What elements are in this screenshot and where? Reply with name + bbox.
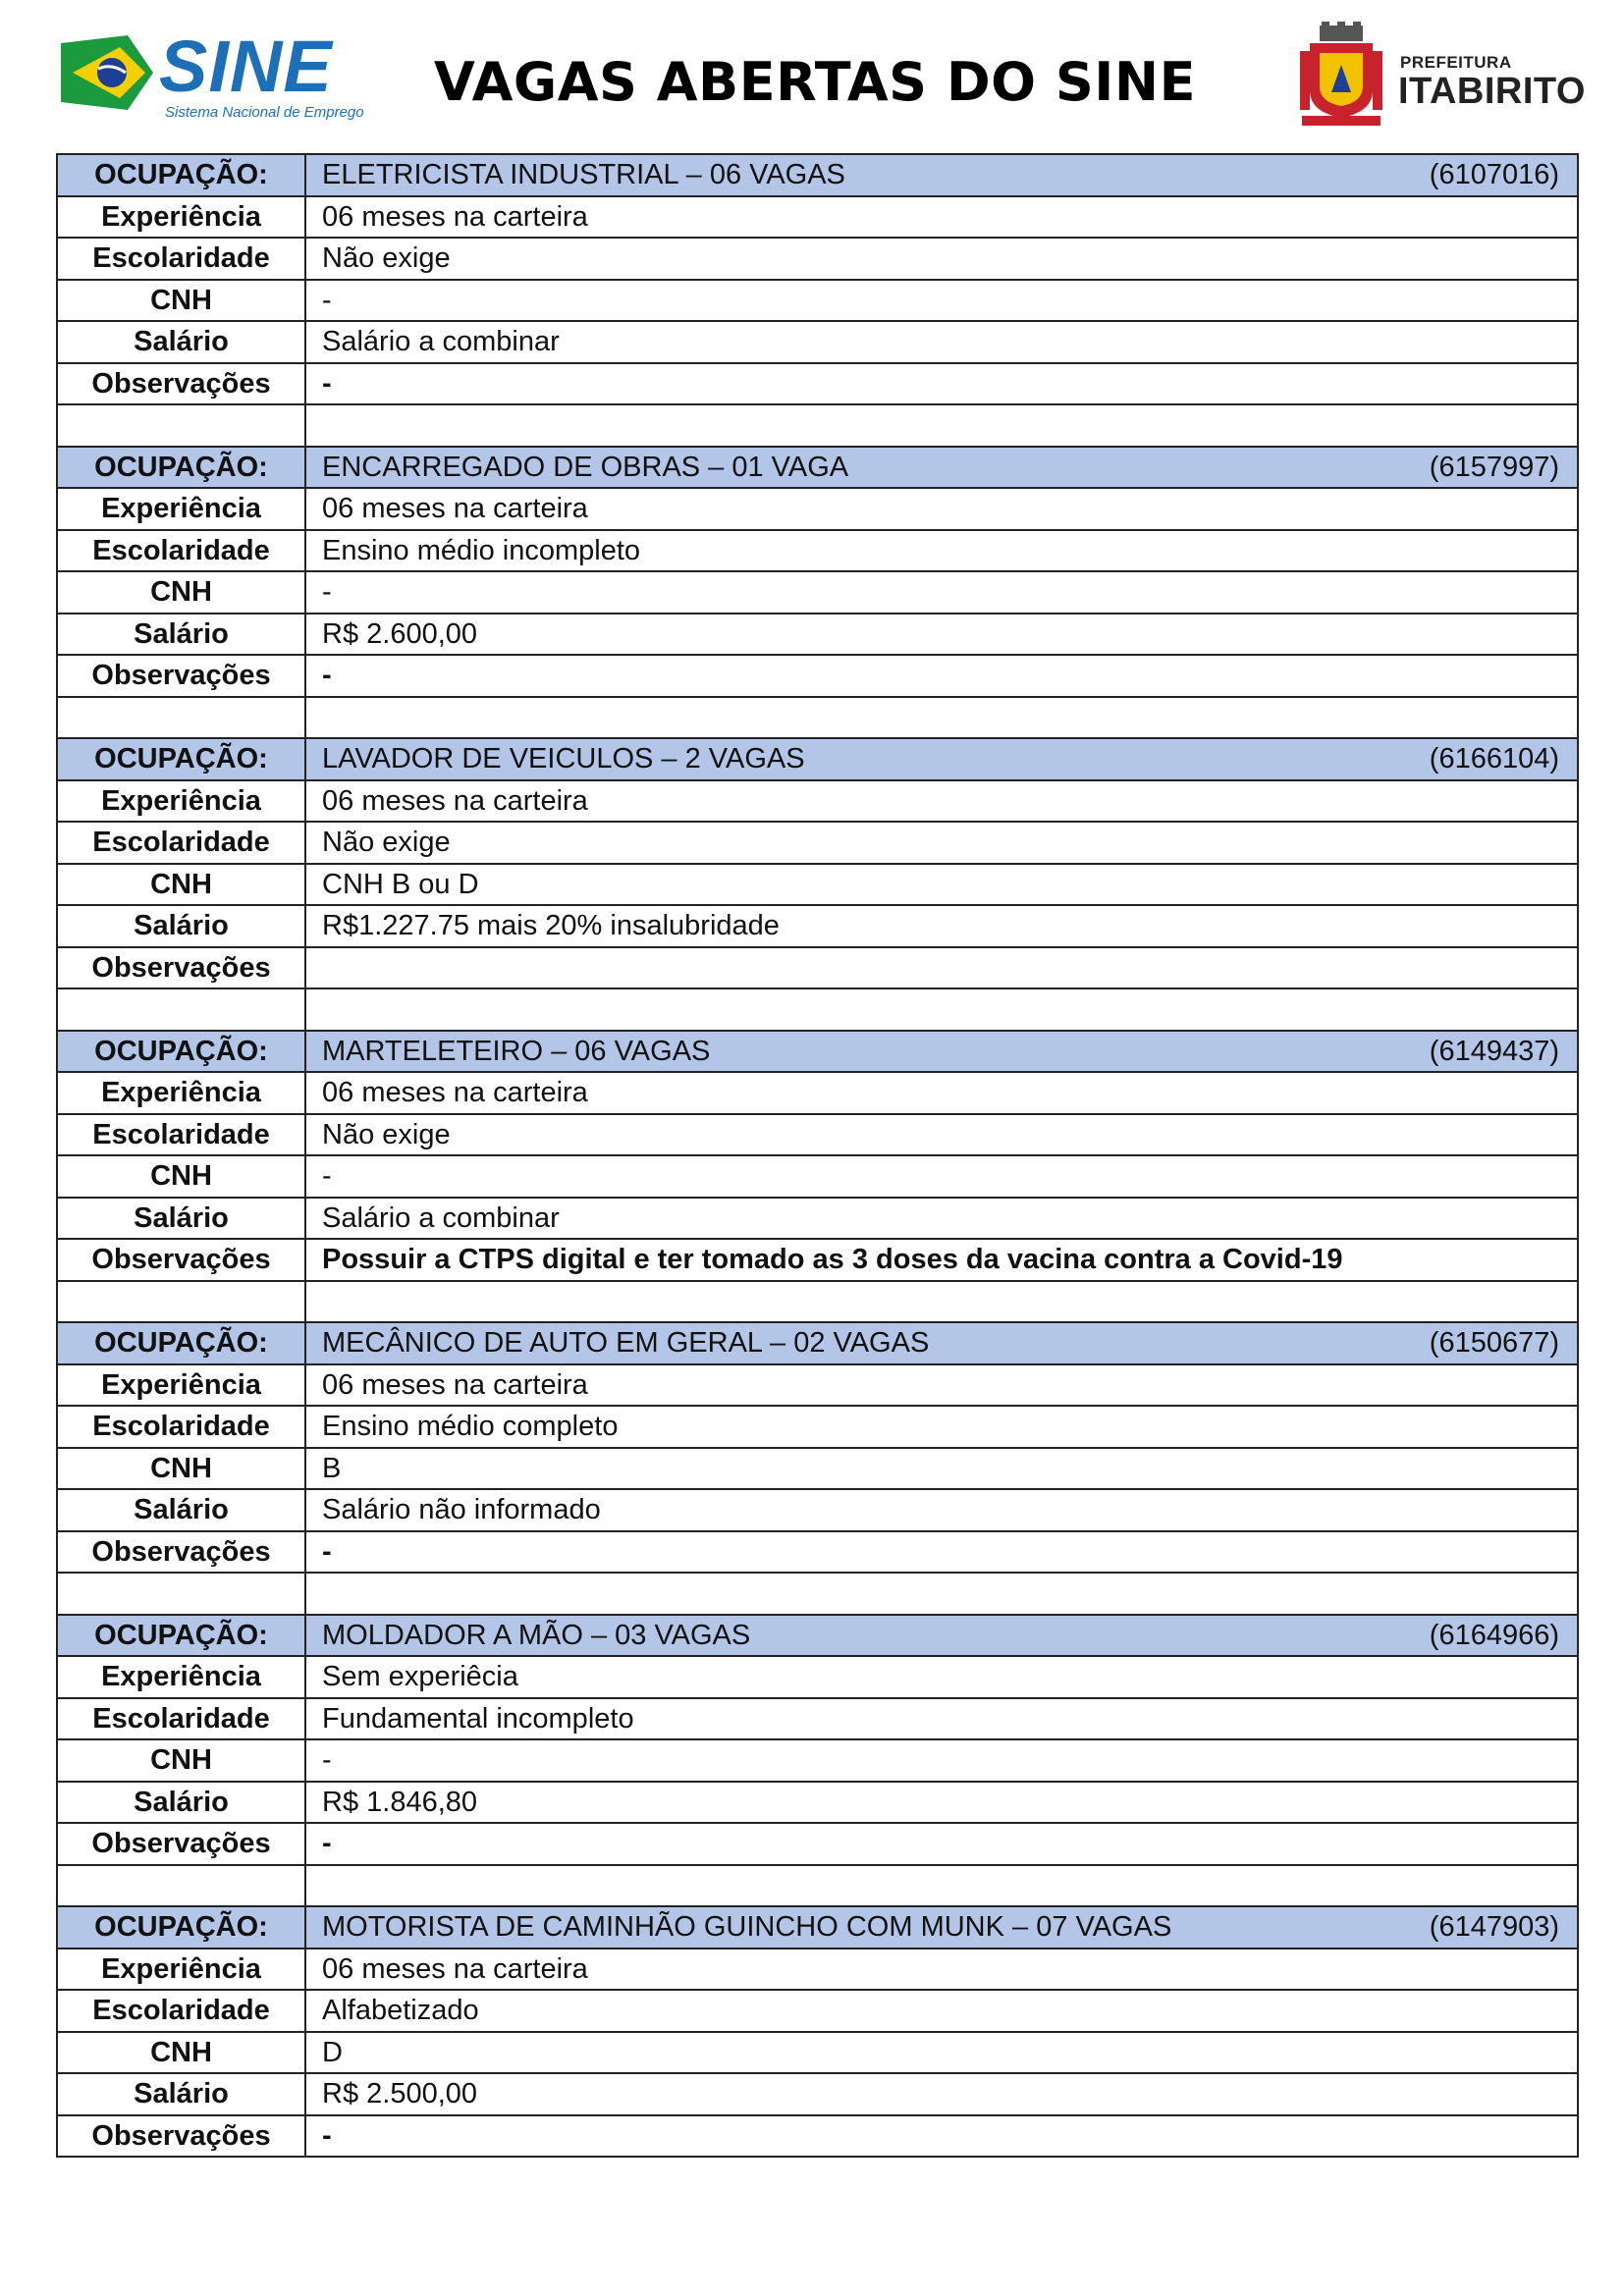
job-notes-row (57, 1239, 1578, 1281)
job-education-value: Ensino médio completo (305, 1406, 1578, 1448)
job-experience-row (57, 1364, 1578, 1407)
sine-logo (59, 26, 364, 126)
job-title: LAVADOR DE VEICULOS – 2 VAGAS (322, 743, 805, 775)
job-notes-value: - (305, 655, 1578, 697)
job-salary-row (57, 1782, 1578, 1824)
job-salary-value: Salário a combinar (305, 321, 1578, 363)
occupation-label: OCUPAÇÃO: (57, 738, 305, 780)
job-occupation-row (57, 1031, 1578, 1073)
occupation-label: OCUPAÇÃO: (57, 1031, 305, 1073)
job-experience-label: Experiência (57, 1072, 305, 1114)
job-cnh-value: - (305, 571, 1578, 614)
job-salary-label: Salário (57, 2073, 305, 2115)
spacer-cell (57, 404, 305, 447)
job-notes-label: Observações (57, 655, 305, 697)
spacer-cell (57, 697, 305, 739)
job-notes-value: - (305, 363, 1578, 405)
spacer-cell (305, 1281, 1578, 1323)
job-education-row (57, 1114, 1578, 1156)
job-experience-row (57, 1949, 1578, 1991)
prefeitura-city: ITABIRITO (1398, 71, 1586, 112)
job-notes-label: Observações (57, 1823, 305, 1865)
job-title: MECÂNICO DE AUTO EM GERAL – 02 VAGAS (322, 1327, 930, 1360)
job-experience-value: Sem experiêcia (305, 1656, 1578, 1698)
occupation-label: OCUPAÇÃO: (57, 1906, 305, 1949)
job-notes-label: Observações (57, 363, 305, 405)
job-experience-value: 06 meses na carteira (305, 1072, 1578, 1114)
job-education-label: Escolaridade (57, 822, 305, 864)
job-code: (6147903) (1429, 1911, 1559, 1944)
job-notes-label: Observações (57, 1239, 305, 1281)
job-openings-body (57, 154, 1578, 2157)
spacer-row (57, 1281, 1578, 1323)
job-code: (6164966) (1429, 1619, 1559, 1651)
job-education-value: Ensino médio incompleto (305, 530, 1578, 572)
job-code: (6107016) (1429, 159, 1559, 191)
job-notes-label: Observações (57, 1531, 305, 1574)
job-education-label: Escolaridade (57, 1406, 305, 1448)
job-notes-row (57, 2115, 1578, 2158)
job-experience-label: Experiência (57, 1949, 305, 1991)
job-cnh-label: CNH (57, 1448, 305, 1490)
spacer-cell (305, 1865, 1578, 1907)
job-education-label: Escolaridade (57, 238, 305, 280)
job-experience-row (57, 488, 1578, 530)
job-salary-value: R$1.227.75 mais 20% insalubridade (305, 905, 1578, 947)
job-notes-row (57, 1531, 1578, 1574)
job-education-row (57, 1698, 1578, 1740)
job-salary-label: Salário (57, 614, 305, 656)
page-title: VAGAS ABERTAS DO SINE (434, 51, 1196, 113)
job-salary-label: Salário (57, 905, 305, 947)
job-experience-value: 06 meses na carteira (305, 488, 1578, 530)
job-notes-row (57, 363, 1578, 405)
occupation-label: OCUPAÇÃO: (57, 154, 305, 196)
spacer-cell (305, 404, 1578, 447)
job-title: ELETRICISTA INDUSTRIAL – 06 VAGAS (322, 159, 845, 191)
job-experience-label: Experiência (57, 488, 305, 530)
occupation-cell (305, 154, 1578, 196)
job-education-value: Não exige (305, 1114, 1578, 1156)
job-experience-label: Experiência (57, 780, 305, 823)
job-title: MOLDADOR A MÃO – 03 VAGAS (322, 1619, 751, 1651)
occupation-cell (305, 1906, 1578, 1949)
job-education-row (57, 238, 1578, 280)
job-notes-row (57, 655, 1578, 697)
job-education-row (57, 822, 1578, 864)
page-header (0, 0, 1624, 147)
job-salary-row (57, 905, 1578, 947)
job-experience-value: 06 meses na carteira (305, 1364, 1578, 1407)
job-experience-label: Experiência (57, 196, 305, 239)
job-cnh-row (57, 1448, 1578, 1490)
sine-logo-subtitle: Sistema Nacional de Emprego (165, 104, 364, 121)
job-salary-label: Salário (57, 1782, 305, 1824)
job-notes-label: Observações (57, 2115, 305, 2158)
spacer-cell (57, 1865, 305, 1907)
job-openings-table (56, 153, 1579, 2158)
job-notes-label: Observações (57, 947, 305, 989)
job-salary-label: Salário (57, 1198, 305, 1240)
spacer-row (57, 1865, 1578, 1907)
job-salary-value: R$ 1.846,80 (305, 1782, 1578, 1824)
spacer-cell (305, 1573, 1578, 1615)
occupation-cell (305, 447, 1578, 489)
job-cnh-value: CNH B ou D (305, 864, 1578, 906)
job-notes-row (57, 1823, 1578, 1865)
job-cnh-value: - (305, 1155, 1578, 1198)
job-cnh-label: CNH (57, 571, 305, 614)
job-cnh-row (57, 1739, 1578, 1782)
spacer-cell (57, 1573, 305, 1615)
occupation-cell (305, 1322, 1578, 1364)
spacer-cell (57, 988, 305, 1031)
occupation-cell (305, 1615, 1578, 1657)
occupation-label: OCUPAÇÃO: (57, 447, 305, 489)
job-cnh-label: CNH (57, 1155, 305, 1198)
occupation-cell (305, 738, 1578, 780)
job-education-label: Escolaridade (57, 530, 305, 572)
job-code: (6166104) (1429, 743, 1559, 775)
job-occupation-row (57, 738, 1578, 780)
job-education-value: Fundamental incompleto (305, 1698, 1578, 1740)
job-notes-value: - (305, 1531, 1578, 1574)
job-title: MARTELETEIRO – 06 VAGAS (322, 1035, 711, 1067)
job-education-row (57, 1990, 1578, 2032)
job-cnh-value: - (305, 1739, 1578, 1782)
occupation-label: OCUPAÇÃO: (57, 1322, 305, 1364)
spacer-row (57, 1573, 1578, 1615)
job-experience-value: 06 meses na carteira (305, 1949, 1578, 1991)
coat-of-arms-icon (1292, 22, 1390, 130)
job-experience-value: 06 meses na carteira (305, 780, 1578, 823)
job-salary-row (57, 614, 1578, 656)
job-salary-value: R$ 2.600,00 (305, 614, 1578, 656)
job-experience-row (57, 780, 1578, 823)
job-education-row (57, 1406, 1578, 1448)
job-cnh-label: CNH (57, 2032, 305, 2074)
job-cnh-row (57, 864, 1578, 906)
spacer-row (57, 988, 1578, 1031)
job-education-label: Escolaridade (57, 1990, 305, 2032)
job-occupation-row (57, 1615, 1578, 1657)
job-cnh-value: - (305, 280, 1578, 322)
spacer-cell (57, 1281, 305, 1323)
occupation-cell (305, 1031, 1578, 1073)
job-cnh-label: CNH (57, 1739, 305, 1782)
job-occupation-row (57, 154, 1578, 196)
spacer-row (57, 404, 1578, 447)
job-cnh-row (57, 2032, 1578, 2074)
job-salary-value: Salário não informado (305, 1489, 1578, 1531)
job-salary-value: Salário a combinar (305, 1198, 1578, 1240)
job-salary-value: R$ 2.500,00 (305, 2073, 1578, 2115)
job-experience-row (57, 196, 1578, 239)
job-salary-row (57, 321, 1578, 363)
job-cnh-row (57, 1155, 1578, 1198)
job-cnh-row (57, 571, 1578, 614)
job-education-value: Não exige (305, 822, 1578, 864)
job-notes-value: - (305, 2115, 1578, 2158)
job-salary-row (57, 2073, 1578, 2115)
job-experience-row (57, 1656, 1578, 1698)
spacer-cell (305, 988, 1578, 1031)
job-occupation-row (57, 1906, 1578, 1949)
job-salary-label: Salário (57, 1489, 305, 1531)
occupation-label: OCUPAÇÃO: (57, 1615, 305, 1657)
job-experience-label: Experiência (57, 1364, 305, 1407)
job-experience-value: 06 meses na carteira (305, 196, 1578, 239)
job-code: (6150677) (1429, 1327, 1559, 1360)
job-salary-label: Salário (57, 321, 305, 363)
job-notes-value: - (305, 1823, 1578, 1865)
job-occupation-row (57, 447, 1578, 489)
job-cnh-label: CNH (57, 864, 305, 906)
job-title: MOTORISTA DE CAMINHÃO GUINCHO COM MUNK – 07 VAGAS (322, 1911, 1172, 1944)
job-notes-value (305, 947, 1578, 989)
job-experience-row (57, 1072, 1578, 1114)
job-experience-label: Experiência (57, 1656, 305, 1698)
job-notes-value: Possuir a CTPS digital e ter tomado as 3 doses da vacina contra a Covid-19 (305, 1239, 1578, 1281)
job-salary-row (57, 1489, 1578, 1531)
job-salary-row (57, 1198, 1578, 1240)
job-cnh-label: CNH (57, 280, 305, 322)
job-code: (6149437) (1429, 1035, 1559, 1067)
job-education-value: Alfabetizado (305, 1990, 1578, 2032)
job-education-label: Escolaridade (57, 1698, 305, 1740)
job-cnh-value: D (305, 2032, 1578, 2074)
sine-logo-text: SINE (159, 26, 333, 107)
job-occupation-row (57, 1322, 1578, 1364)
job-cnh-value: B (305, 1448, 1578, 1490)
job-cnh-row (57, 280, 1578, 322)
job-title: ENCARREGADO DE OBRAS – 01 VAGA (322, 451, 849, 483)
job-education-label: Escolaridade (57, 1114, 305, 1156)
job-education-row (57, 530, 1578, 572)
prefeitura-logo (1292, 22, 1586, 130)
brazil-flag-icon (59, 33, 157, 112)
prefeitura-label: PREFEITURA (1400, 53, 1512, 72)
job-notes-row (57, 947, 1578, 989)
spacer-row (57, 697, 1578, 739)
job-code: (6157997) (1429, 451, 1559, 483)
spacer-cell (305, 697, 1578, 739)
job-education-value: Não exige (305, 238, 1578, 280)
